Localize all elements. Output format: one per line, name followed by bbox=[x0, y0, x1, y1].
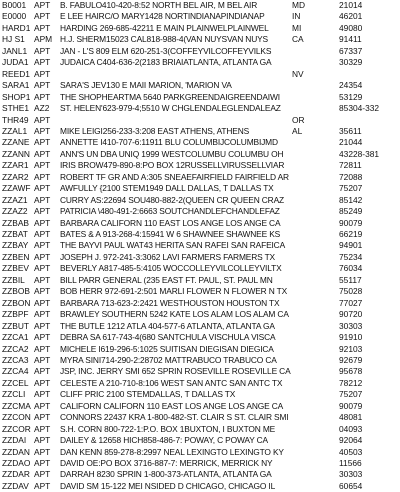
cell-code: ZZBEV bbox=[2, 263, 29, 274]
cell-type: AZ2 bbox=[34, 103, 50, 114]
cell-type: APT bbox=[34, 80, 51, 91]
cell-text: ANNETTE I410-707-6:11911 BLU COLUMBIJCOLUMBIJMD bbox=[60, 137, 278, 148]
cell-zip: 76034 bbox=[339, 263, 363, 274]
table-row bbox=[0, 195, 400, 206]
table-row bbox=[0, 137, 400, 148]
table-row bbox=[0, 23, 400, 34]
cell-zip: 30329 bbox=[339, 57, 363, 68]
table-row bbox=[0, 92, 400, 103]
cell-zip: 46201 bbox=[339, 11, 363, 22]
cell-zip: 66219 bbox=[339, 229, 363, 239]
cell-state: OR bbox=[292, 114, 305, 125]
cell-zip: 43228-381 bbox=[339, 148, 380, 159]
cell-zip: 60654 bbox=[339, 480, 363, 491]
cell-text: CELESTE A 210-710-8:106 WEST SAN ANTC SAN ANTC TX bbox=[60, 377, 283, 388]
cell-text: MICHELE I619-296-5:1025 SUITISAN DIEGISAN DIEGICA bbox=[60, 343, 274, 354]
table-row bbox=[0, 298, 400, 309]
cell-code: THR49 bbox=[2, 114, 29, 125]
cell-type: APT bbox=[34, 297, 51, 308]
table-row bbox=[0, 11, 400, 22]
cell-code: ZZBPF bbox=[2, 309, 29, 320]
table-row bbox=[0, 332, 400, 343]
cell-type: APT bbox=[34, 137, 51, 148]
cell-code: ZZBAB bbox=[2, 217, 29, 228]
cell-text: ST. HELEN'623-979-4;5510 W CHGLENDALEGLENDALEAZ bbox=[60, 103, 281, 114]
cell-type: APT bbox=[34, 480, 51, 491]
cell-type: APT bbox=[34, 389, 51, 400]
cell-code: ZZCA4 bbox=[2, 366, 29, 377]
cell-zip: 24354 bbox=[339, 80, 363, 91]
cell-code: ZZAL1 bbox=[2, 125, 28, 136]
cell-type: APT bbox=[34, 274, 51, 285]
cell-text: BATES & A 913-268-4:15941 W 6 SHAWNEE SHAWNEE KS bbox=[60, 229, 281, 239]
cell-zip: 75207 bbox=[339, 183, 363, 194]
cell-code: ZZCA3 bbox=[2, 354, 29, 365]
cell-text: MYRA SINI714-290-2:28702 MATTRABUCO TRABUCO CA bbox=[60, 354, 277, 365]
cell-code: ZZDAO bbox=[2, 458, 31, 468]
cell-type: APT bbox=[34, 458, 51, 468]
table-row bbox=[0, 240, 400, 251]
cell-zip: 21014 bbox=[339, 0, 363, 10]
cell-zip: 77027 bbox=[339, 297, 363, 308]
cell-code: ZZDAN bbox=[2, 446, 30, 457]
cell-code: HARD1 bbox=[2, 22, 31, 33]
cell-code: ZZBAY bbox=[2, 240, 29, 251]
cell-state: MD bbox=[292, 0, 306, 10]
table-row bbox=[0, 218, 400, 229]
table-row bbox=[0, 378, 400, 389]
cell-code: JANL1 bbox=[2, 45, 28, 56]
cell-code: E0000 bbox=[2, 11, 27, 22]
cell-type: APT bbox=[34, 11, 51, 22]
cell-type: APT bbox=[34, 412, 51, 423]
cell-zip: 11566 bbox=[339, 458, 362, 468]
cell-text: DAN KENN 859-278-8:2997 NEAL LEXINGTO LEXINGTO KY bbox=[60, 446, 284, 457]
cell-text: CONNORS 22437 KRA 1-800-482-ST. CLAIR S ST. CLAIR SMI bbox=[60, 412, 289, 423]
table-row bbox=[0, 309, 400, 320]
cell-type: APT bbox=[34, 343, 51, 354]
cell-code: JUDA1 bbox=[2, 57, 29, 68]
cell-code: SARA1 bbox=[2, 80, 30, 91]
cell-code: ZZCA2 bbox=[2, 343, 29, 354]
cell-type: APT bbox=[34, 423, 51, 434]
table-row bbox=[0, 389, 400, 400]
cell-type: APT bbox=[34, 91, 51, 102]
cell-type: APT bbox=[34, 125, 51, 136]
table-row bbox=[0, 160, 400, 171]
cell-zip: 92064 bbox=[339, 435, 363, 446]
cell-type: APT bbox=[34, 446, 51, 457]
cell-text: CURRY AS:22694 SOU480-882-2(QUEEN CR QUEEN CRAZ bbox=[60, 194, 284, 205]
cell-text: CLIFF PRIC 2100 STEMDALLAS, T DALLAS TX bbox=[60, 389, 236, 400]
table-row bbox=[0, 80, 400, 91]
cell-text: H.J. SHERM15023 CAL818-988-4(VAN NUYSVAN NUYS bbox=[60, 34, 268, 45]
cell-type: APT bbox=[34, 45, 51, 56]
table-row bbox=[0, 183, 400, 194]
cell-zip: 85304-332 bbox=[339, 103, 380, 114]
cell-zip: 85249 bbox=[339, 206, 363, 217]
cell-text: DAVID OE:PO BOX 3716-887-7: MERRICK, MERRICK NY bbox=[60, 458, 273, 468]
cell-zip: 75028 bbox=[339, 286, 363, 297]
cell-text: SARA'S JEV130 E MAII MARION, 'MARION VA bbox=[60, 80, 232, 91]
table-row bbox=[0, 435, 400, 446]
table-row bbox=[0, 275, 400, 286]
cell-zip: 21044 bbox=[339, 137, 363, 148]
table-row bbox=[0, 172, 400, 183]
table-row bbox=[0, 412, 400, 423]
table-row bbox=[0, 229, 400, 240]
cell-text: JUDAICA C404-636-2(2183 BRIAIATLANTA, ATLANTA GA bbox=[60, 57, 272, 68]
cell-code: ZZBIL bbox=[2, 274, 25, 285]
cell-code: ZZDAI bbox=[2, 435, 27, 446]
table-row bbox=[0, 252, 400, 263]
table-row bbox=[0, 447, 400, 458]
table-row bbox=[0, 286, 400, 297]
cell-code: HJ S1 bbox=[2, 34, 25, 45]
cell-state: CA bbox=[292, 34, 304, 45]
cell-text: PATRICIA \480-491-2:6663 SOUTCHANDLEFCHANDLEFAZ bbox=[60, 206, 280, 217]
cell-state: IN bbox=[292, 11, 301, 22]
cell-code: ZZANE bbox=[2, 137, 30, 148]
cell-state: NV bbox=[292, 68, 304, 79]
table-row bbox=[0, 355, 400, 366]
cell-zip: 90079 bbox=[339, 400, 363, 411]
cell-type: APT bbox=[34, 68, 51, 79]
cell-type: APT bbox=[34, 22, 51, 33]
table-row bbox=[0, 103, 400, 114]
cell-zip: 90720 bbox=[339, 309, 363, 320]
cell-text: BILL PARR GENERAL (235 EAST FT. PAUL, ST. PAUL MN bbox=[60, 274, 273, 285]
cell-type: APT bbox=[34, 160, 51, 171]
cell-code: ZZBUT bbox=[2, 320, 29, 331]
cell-text: BARBARA CALIFORN 110 EAST LOS ANGE LOS ANGE CA bbox=[60, 217, 281, 228]
cell-text: DAVID SM 15-122 MEI NSIDED D CHICAGO, CHICAGO IL bbox=[60, 480, 276, 491]
cell-state: MI bbox=[292, 22, 302, 33]
cell-type: APT bbox=[34, 217, 51, 228]
cell-zip: 72811 bbox=[339, 160, 362, 171]
table-row bbox=[0, 115, 400, 126]
cell-code: ZZANN bbox=[2, 148, 30, 159]
cell-type: APT bbox=[34, 332, 51, 343]
cell-code: REED1 bbox=[2, 68, 30, 79]
table-row bbox=[0, 469, 400, 480]
cell-type: APT bbox=[34, 354, 51, 365]
cell-zip: 35611 bbox=[339, 125, 362, 136]
cell-text: CALIFORN CALIFORN 110 EAST LOS ANGE LOS ANGE CA bbox=[60, 400, 284, 411]
cell-type: APT bbox=[34, 377, 51, 388]
cell-code: ZZCEL bbox=[2, 377, 29, 388]
cell-text: BARBARA 713-623-2:2421 WESTHOUSTON HOUSTON TX bbox=[60, 297, 280, 308]
cell-code: ZZAZ1 bbox=[2, 194, 28, 205]
cell-zip: 75207 bbox=[339, 389, 363, 400]
cell-type: APT bbox=[34, 171, 51, 182]
cell-code: ZZBON bbox=[2, 297, 31, 308]
cell-zip: 94901 bbox=[339, 240, 363, 251]
cell-code: ZZCON bbox=[2, 412, 31, 423]
cell-zip: 40503 bbox=[339, 446, 363, 457]
cell-type: APT bbox=[34, 435, 51, 446]
table-row bbox=[0, 149, 400, 160]
cell-zip: 92103 bbox=[339, 343, 363, 354]
cell-text: DEBRA SA 617-743-4(680 SANTCHULA VISCHULA VISCA bbox=[60, 332, 276, 343]
table-row bbox=[0, 126, 400, 137]
cell-type: APM bbox=[34, 34, 53, 45]
cell-text: E LEE HAIRC/O MARY1428 NORTINDIANAPINDIANAP bbox=[60, 11, 265, 22]
cell-code: ZZCLI bbox=[2, 389, 26, 400]
cell-zip: 91411 bbox=[339, 34, 362, 45]
cell-code: B0001 bbox=[2, 0, 27, 10]
cell-text: THE SHOPHEARTMA 5640 PARKGREENDAIGREENDAIWI bbox=[60, 91, 280, 102]
cell-text: AWFULLY {2100 STEM1949 DALL DALLAS, T DALLAS TX bbox=[60, 183, 274, 194]
table-row bbox=[0, 69, 400, 80]
cell-code: ZZDAV bbox=[2, 480, 29, 491]
cell-code: ZZAR2 bbox=[2, 171, 29, 182]
cell-text: BOB HERR 972-691-2:501 MARLI FLOWER N FLOWER N TX bbox=[60, 286, 288, 297]
cell-type: APT bbox=[34, 309, 51, 320]
cell-text: ROBERT TF GR AND A:305 SNEAEFAIRFIELD FAIRFIELD AR bbox=[60, 171, 289, 182]
cell-text: MIKE LEIGI256-233-3:208 EAST ATHENS, ATHENS bbox=[60, 125, 250, 136]
cell-text: JAN - L'S 809 ELM 620-251-3(COFFEYVILCOFFEYVILKS bbox=[60, 45, 272, 56]
cell-type: APT bbox=[34, 366, 51, 377]
cell-text: ANN'S UN DBA UNIQ 1999 WESTCOLUMBU COLUMBU OH bbox=[60, 148, 284, 159]
cell-zip: 67337 bbox=[339, 45, 363, 56]
cell-type: APT bbox=[34, 0, 51, 10]
table-row bbox=[0, 366, 400, 377]
cell-code: SHOP1 bbox=[2, 91, 31, 102]
cell-code: ZZBEN bbox=[2, 251, 30, 262]
cell-type: APT bbox=[34, 240, 51, 251]
cell-type: APT bbox=[34, 469, 51, 480]
cell-code: ZZAWF bbox=[2, 183, 31, 194]
cell-text: DARRAH 8230 SPRIN 1-800-373-ATLANTA, ATLANTA GA bbox=[60, 469, 272, 480]
cell-code: ZZBAT bbox=[2, 229, 28, 239]
cell-zip: 30303 bbox=[339, 469, 363, 480]
table-row bbox=[0, 481, 400, 492]
table-row bbox=[0, 57, 400, 68]
table-row bbox=[0, 263, 400, 274]
cell-type: APT bbox=[34, 400, 51, 411]
cell-text: B. FABULO410-420-8:52 NORTH BEL AIR, M BEL AIR bbox=[60, 0, 258, 10]
cell-state: AL bbox=[292, 125, 303, 136]
cell-type: APT bbox=[34, 320, 51, 331]
cell-type: APT bbox=[34, 263, 51, 274]
cell-text: BRAWLEY SOUTHERN 5242 KATE LOS ALAM LOS ALAM CA bbox=[60, 309, 289, 320]
cell-type: APT bbox=[34, 57, 51, 68]
cell-code: ZZCMA bbox=[2, 400, 31, 411]
cell-zip: 30303 bbox=[339, 320, 363, 331]
cell-text: IRIS BROW479-890-8:PO BOX 12RUSSELLVIRUSSELLVIAR bbox=[60, 160, 285, 171]
cell-zip: 91910 bbox=[339, 332, 363, 343]
table-row bbox=[0, 0, 400, 11]
cell-text: BEVERLY A817-485-5:4105 WOCCOLLEYVILCOLLEYVILTX bbox=[60, 263, 282, 274]
cell-code: ZZAR1 bbox=[2, 160, 29, 171]
cell-code: ZZDAR bbox=[2, 469, 30, 480]
cell-type: APT bbox=[34, 183, 51, 194]
table-row bbox=[0, 34, 400, 45]
cell-code: ZZBOB bbox=[2, 286, 30, 297]
cell-zip: 72088 bbox=[339, 171, 363, 182]
cell-code: ZZCOR bbox=[2, 423, 31, 434]
cell-type: APT bbox=[34, 229, 51, 239]
table-row bbox=[0, 46, 400, 57]
cell-text: JSP, INC. JERRY SMI 652 SPRIN ROSEVILLE ROSEVILLE CA bbox=[60, 366, 291, 377]
cell-type: APT bbox=[34, 286, 51, 297]
cell-zip: 95678 bbox=[339, 366, 363, 377]
cell-text: DAILEY & 12658 HICH858-486-7: POWAY, C POWAY CA bbox=[60, 435, 268, 446]
cell-zip: 04093 bbox=[339, 423, 363, 434]
cell-type: APT bbox=[34, 114, 51, 125]
cell-text: THE BAYVI PAUL WAT43 HERITA SAN RAFEI SAN RAFEICA bbox=[60, 240, 286, 251]
table-row bbox=[0, 458, 400, 469]
cell-zip: 55117 bbox=[339, 274, 362, 285]
table-row bbox=[0, 424, 400, 435]
cell-type: APT bbox=[34, 251, 51, 262]
cell-type: APT bbox=[34, 206, 51, 217]
cell-zip: 49080 bbox=[339, 22, 363, 33]
cell-code: ZZAZ2 bbox=[2, 206, 28, 217]
cell-type: APT bbox=[34, 194, 51, 205]
cell-zip: 85142 bbox=[339, 194, 363, 205]
table-row bbox=[0, 401, 400, 412]
cell-zip: 75234 bbox=[339, 251, 363, 262]
cell-zip: 90079 bbox=[339, 217, 363, 228]
cell-text: HARDING 269-685-42211 E MAIN PLAINWELPLAINWEL bbox=[60, 22, 269, 33]
cell-zip: 48081 bbox=[339, 412, 363, 423]
cell-type: APT bbox=[34, 148, 51, 159]
table-row bbox=[0, 344, 400, 355]
cell-text: THE BUTLE 1212 ATLA 404-577-6 ATLANTA, ATLANTA GA bbox=[60, 320, 275, 331]
cell-zip: 53129 bbox=[339, 91, 363, 102]
table-row bbox=[0, 321, 400, 332]
cell-code: ZZCA1 bbox=[2, 332, 29, 343]
cell-zip: 78212 bbox=[339, 377, 363, 388]
cell-text: S.H. CORN 800-722-1:P.O. BOX 1BUXTON, I BUXTON ME bbox=[60, 423, 276, 434]
table-row bbox=[0, 206, 400, 217]
cell-code: STHE1 bbox=[2, 103, 29, 114]
cell-text: JOSEPH J. 972-241-3:3062 LAVI FARMERS FARMERS TX bbox=[60, 251, 275, 262]
cell-zip: 92679 bbox=[339, 354, 363, 365]
